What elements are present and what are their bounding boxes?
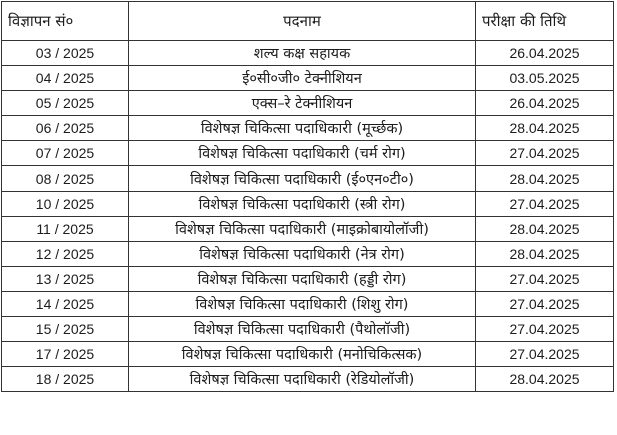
post-name-cell: विशेषज्ञ चिकित्सा पदाधिकारी (स्त्री रोग) bbox=[129, 191, 476, 216]
table-row bbox=[2, 91, 614, 116]
table-row bbox=[2, 216, 614, 241]
post-name-cell: विशेषज्ञ चिकित्सा पदाधिकारी (चर्म रोग) bbox=[129, 141, 476, 166]
advertisement-number-cell: 14 / 2025 bbox=[2, 291, 129, 316]
exam-date-cell: 03.05.2025 bbox=[476, 66, 614, 91]
exam-date-cell: 28.04.2025 bbox=[476, 166, 614, 191]
exam-date-cell: 28.04.2025 bbox=[476, 116, 614, 141]
table-row bbox=[2, 241, 614, 266]
advertisement-number-cell: 04 / 2025 bbox=[2, 66, 129, 91]
exam-date-cell: 26.04.2025 bbox=[476, 91, 614, 116]
table-header bbox=[2, 2, 614, 41]
table-row bbox=[2, 66, 614, 91]
advertisement-number-cell: 03 / 2025 bbox=[2, 41, 129, 66]
table-row bbox=[2, 367, 614, 392]
table-row bbox=[2, 191, 614, 216]
post-name-cell: ई०सी०जी० टेक्नीशियन bbox=[129, 66, 476, 91]
post-name-cell: विशेषज्ञ चिकित्सा पदाधिकारी (मनोचिकित्सक) bbox=[129, 342, 476, 367]
table-row bbox=[2, 291, 614, 316]
advertisement-number-cell: 06 / 2025 bbox=[2, 116, 129, 141]
advertisement-number-cell: 05 / 2025 bbox=[2, 91, 129, 116]
exam-date-cell: 27.04.2025 bbox=[476, 191, 614, 216]
exam-date-cell: 26.04.2025 bbox=[476, 41, 614, 66]
advertisement-number-cell: 11 / 2025 bbox=[2, 216, 129, 241]
table-row bbox=[2, 166, 614, 191]
table-row bbox=[2, 116, 614, 141]
exam-date-cell: 27.04.2025 bbox=[476, 291, 614, 316]
post-name-cell: एक्स–रे टेक्नीशियन bbox=[129, 91, 476, 116]
exam-date-cell: 28.04.2025 bbox=[476, 241, 614, 266]
table-row bbox=[2, 317, 614, 342]
advertisement-number-cell: 10 / 2025 bbox=[2, 191, 129, 216]
exam-schedule-document bbox=[1, 1, 613, 432]
advertisement-number-cell: 12 / 2025 bbox=[2, 241, 129, 266]
post-name-cell: विशेषज्ञ चिकित्सा पदाधिकारी (नेत्र रोग) bbox=[129, 241, 476, 266]
advertisement-number-cell: 17 / 2025 bbox=[2, 342, 129, 367]
advertisement-number-cell: 07 / 2025 bbox=[2, 141, 129, 166]
header-exam-date: परीक्षा की तिथि bbox=[476, 2, 614, 41]
advertisement-number-cell: 13 / 2025 bbox=[2, 266, 129, 291]
post-name-cell: शल्य कक्ष सहायक bbox=[129, 41, 476, 66]
exam-date-cell: 27.04.2025 bbox=[476, 342, 614, 367]
advertisement-number-cell: 08 / 2025 bbox=[2, 166, 129, 191]
table-row bbox=[2, 141, 614, 166]
advertisement-number-cell: 18 / 2025 bbox=[2, 367, 129, 392]
header-post-name: पदनाम bbox=[129, 2, 476, 41]
table-row bbox=[2, 342, 614, 367]
post-name-cell: विशेषज्ञ चिकित्सा पदाधिकारी (ई०एन०टी०) bbox=[129, 166, 476, 191]
table-row bbox=[2, 266, 614, 291]
exam-date-cell: 27.04.2025 bbox=[476, 317, 614, 342]
header-advertisement-number: विज्ञापन सं० bbox=[2, 2, 129, 41]
exam-date-cell: 28.04.2025 bbox=[476, 216, 614, 241]
post-name-cell: विशेषज्ञ चिकित्सा पदाधिकारी (पैथोलॉजी) bbox=[129, 317, 476, 342]
exam-date-cell: 27.04.2025 bbox=[476, 141, 614, 166]
post-name-cell: विशेषज्ञ चिकित्सा पदाधिकारी (शिशु रोग) bbox=[129, 291, 476, 316]
post-name-cell: विशेषज्ञ चिकित्सा पदाधिकारी (रेडियोलॉजी) bbox=[129, 367, 476, 392]
header-row bbox=[2, 2, 614, 41]
exam-date-cell: 27.04.2025 bbox=[476, 266, 614, 291]
post-name-cell: विशेषज्ञ चिकित्सा पदाधिकारी (हड्डी रोग) bbox=[129, 266, 476, 291]
table-body bbox=[2, 41, 614, 392]
advertisement-number-cell: 15 / 2025 bbox=[2, 317, 129, 342]
post-name-cell: विशेषज्ञ चिकित्सा पदाधिकारी (माइक्रोबायोलॉजी) bbox=[129, 216, 476, 241]
table-row bbox=[2, 41, 614, 66]
exam-date-cell: 28.04.2025 bbox=[476, 367, 614, 392]
post-name-cell: विशेषज्ञ चिकित्सा पदाधिकारी (मूर्च्छक) bbox=[129, 116, 476, 141]
exam-schedule-table bbox=[1, 1, 614, 392]
